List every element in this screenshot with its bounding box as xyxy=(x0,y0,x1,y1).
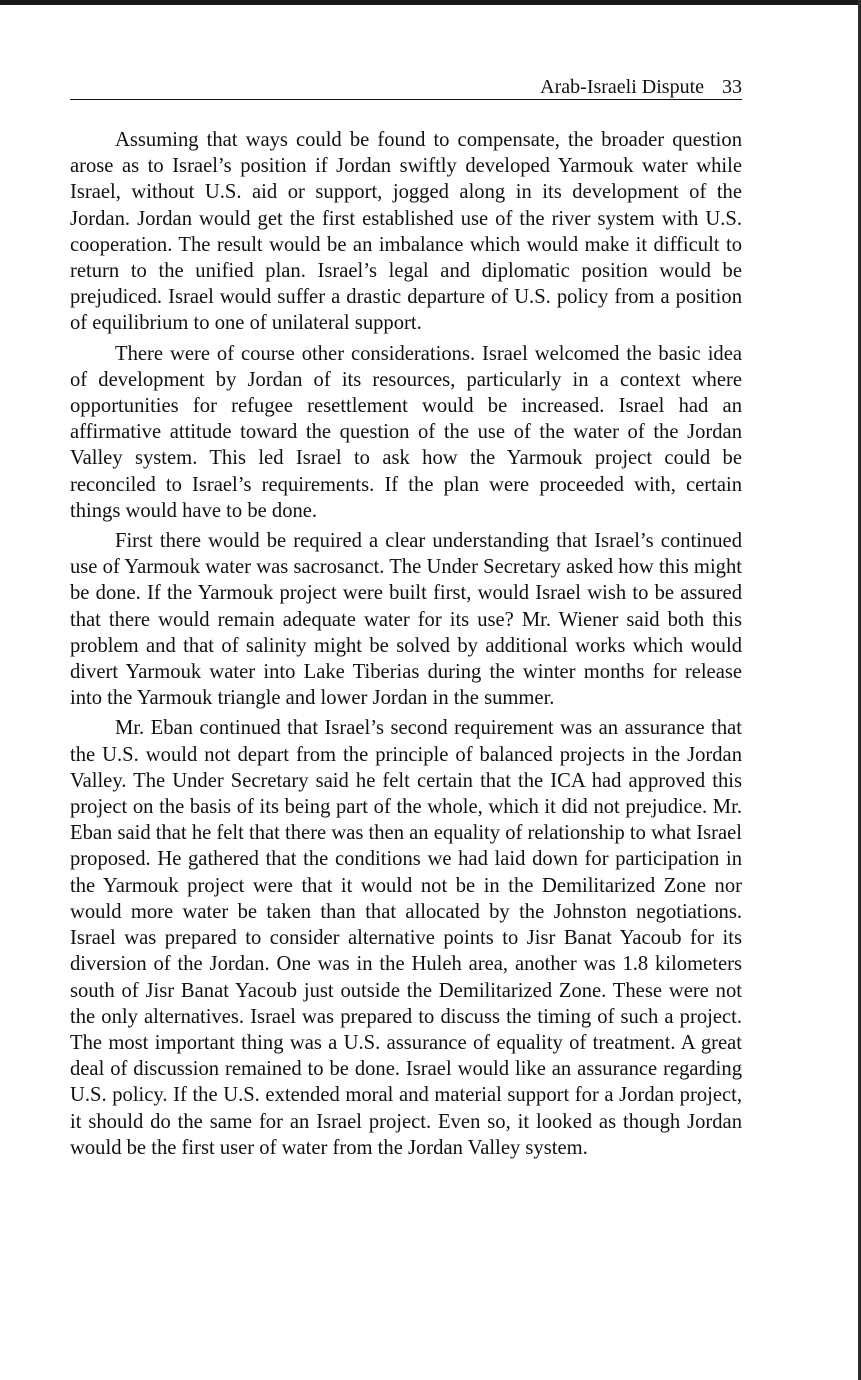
paragraph: First there would be required a clear understanding that Israel’s continued use of Yarmouk water was sacrosanct. The Under Secretary asked how this might be done. If the Yarmouk project were built first, would Israel wish to be assured that there would remain adequate water for its use? Mr. Wiener said both this problem and that of salinity might be solved by additional works which would divert Yarmouk water into Lake Tiberias during the winter months for release into the Yarmouk triangle and lower Jordan in the summer. xyxy=(70,530,742,710)
header-rule xyxy=(70,99,742,100)
body-text xyxy=(70,127,742,1165)
running-header xyxy=(70,74,742,100)
paragraph: Assuming that ways could be found to compensate, the broader question arose as to Israel’s position if Jordan swiftly developed Yarmouk water while Israel, without U.S. aid or support, jogged along in its development of the Jordan. Jordan would get the first established use of the river system with U.S. cooperation. The result would be an imbalance which would make it difficult to return to the unified plan. Israel’s legal and diplomatic position would be prejudiced. Israel would suffer a drastic departure of U.S. policy from a position of equilibrium to one of unilateral support. xyxy=(70,129,742,335)
paragraph: Mr. Eban continued that Israel’s second requirement was an assurance that the U.S. would not depart from the principle of balanced projects in the Jordan Valley. The Under Secretary said he felt certain that the ICA had approved this project on the basis of its being part of the whole, which it did not prejudice. Mr. Eban said that he felt that there was then an equality of relationship to what Israel proposed. He gathered that the conditions we had laid down for participation in the Yarmouk project were that it would not be in the Demilitarized Zone nor would more water be taken than that allocated by the Johnston negotiations. Israel was prepared to consider alternative points to Jisr Banat Yacoub for its diversion of the Jordan. One was in the Huleh area, another was 1.8 kilometers south of Jisr Banat Yacoub just outside the Demilitarized Zone. These were not the only alternatives. Israel was prepared to discuss the timing of such a project. The most important thing was a U.S. assurance of equality of treatment. A great deal of discussion remained to be done. Israel would like an assurance regarding U.S. policy. If the U.S. extended moral and material support for a Jordan project, it should do the same for an Israel project. Even so, it looked as though Jordan would be the first user of water from the Jordan Valley system. xyxy=(70,717,742,1159)
page-number: 33 xyxy=(722,76,742,98)
paragraph: There were of course other considerations. Israel welcomed the basic idea of development by Jordan of its resources, particularly in a context where opportunities for refugee resettlement would be increased. Israel had an affirmative attitude toward the question of the use of the water of the Jordan Valley system. This led Israel to ask how the Yarmouk project could be reconciled to Israel’s requirements. If the plan were proceeded with, certain things would have to be done. xyxy=(70,342,742,522)
scan-top-edge xyxy=(0,0,861,5)
running-title: Arab-Israeli Dispute xyxy=(540,76,704,98)
